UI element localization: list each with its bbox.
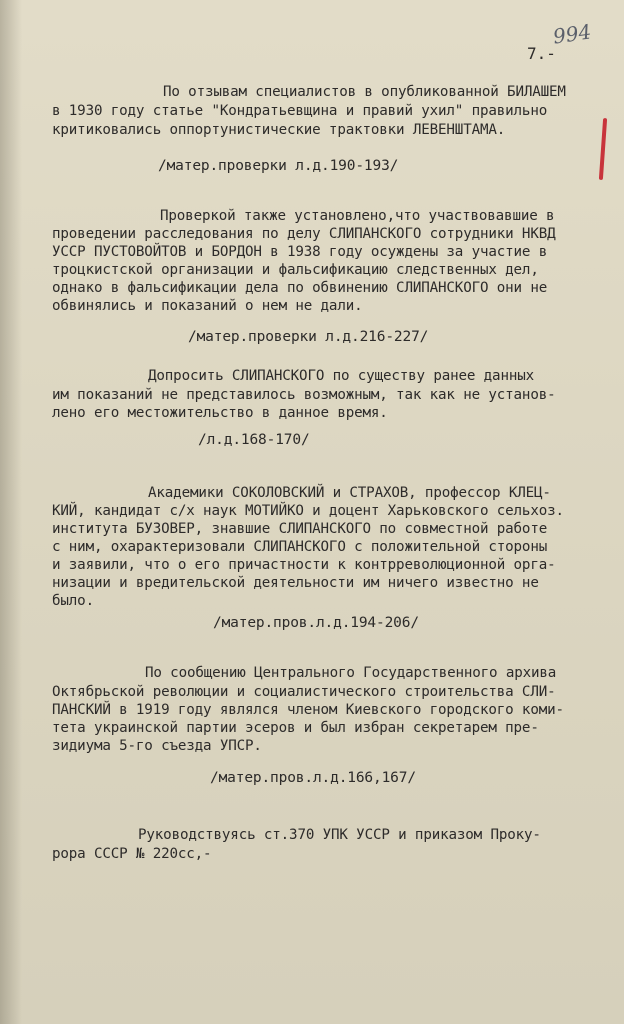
page-number: 7.-	[527, 44, 556, 63]
paragraph-3-line-1: Допросить СЛИПАНСКОГО по существу ранее данных	[148, 368, 535, 384]
paragraph-3-reference: /л.д.168-170/	[198, 432, 310, 448]
handwritten-sheet-number: 994	[551, 19, 593, 49]
paragraph-2-line-5: однако в фальсификации дела по обвинению СЛИПАНСКОГО они не	[52, 280, 548, 296]
paragraph-5-line-4: тета украинской партии эсеров и был избран секретарем пре-	[52, 720, 539, 736]
paragraph-4-line-3: института БУЗОВЕР, знавшие СЛИПАНСКОГО по совместной работе	[52, 521, 548, 537]
paragraph-1-line-3: критиковались оппортунистические трактовки ЛЕВЕНШТАМА.	[52, 122, 506, 138]
paragraph-1-reference: /матер.проверки л.д.190-193/	[158, 158, 399, 174]
red-margin-mark	[599, 118, 607, 180]
page-edge-shadow	[0, 0, 22, 1024]
paragraph-1-line-1: По отзывам специалистов в опубликованной БИЛАШЕМ	[163, 84, 566, 100]
paragraph-2-line-2: проведении расследования по делу СЛИПАНСКОГО сотрудники НКВД	[52, 226, 556, 242]
paragraph-4-line-4: с ним, охарактеризовали СЛИПАНСКОГО с положительной стороны	[52, 539, 548, 555]
paragraph-3-line-3: лено его местожительство в данное время.	[52, 405, 388, 421]
paragraph-4-line-7: было.	[52, 593, 94, 609]
paragraph-5-line-3: ПАНСКИЙ в 1919 году являлся членом Киевского городского коми-	[52, 702, 564, 718]
paragraph-3-line-2: им показаний не представилось возможным, так как не установ-	[52, 387, 556, 403]
paragraph-5-line-2: Октябрьской революции и социалистического строительства СЛИ-	[52, 684, 556, 700]
paragraph-4-line-1: Академики СОКОЛОВСКИЙ и СТРАХОВ, профессор КЛЕЦ-	[148, 485, 551, 501]
paragraph-4-reference: /матер.пров.л.д.194-206/	[213, 615, 419, 631]
paragraph-2-line-3: УССР ПУСТОВОЙТОВ и БОРДОН в 1938 году осуждены за участие в	[52, 244, 548, 260]
paragraph-5-reference: /матер.пров.л.д.166,167/	[210, 770, 416, 786]
paragraph-4-line-5: и заявили, что о его причастности к контрреволюционной орга-	[52, 557, 556, 573]
paragraph-2-reference: /матер.проверки л.д.216-227/	[188, 329, 429, 345]
paragraph-6-line-1: Руководствуясь ст.370 УПК УССР и приказом Проку-	[138, 827, 541, 843]
paragraph-6-line-2: рора СССР № 220сс,-	[52, 846, 212, 862]
paragraph-2-line-4: троцкистской организации и фальсификацию следственных дел,	[52, 262, 539, 278]
paragraph-1-line-2: в 1930 году статье "Кондратьевщина и правий ухил" правильно	[52, 103, 548, 119]
paragraph-5-line-5: зидиума 5-го съезда УПСР.	[52, 738, 262, 754]
paragraph-5-line-1: По сообщению Центрального Государственного архива	[145, 665, 557, 681]
paragraph-2-line-1: Проверкой также установлено,что участвовавшие в	[160, 208, 555, 224]
paragraph-4-line-2: КИЙ, кандидат с/х наук МОТИЙКО и доцент Харьковского сельхоз.	[52, 503, 564, 519]
paragraph-2-line-6: обвинялись и показаний о нем не дали.	[52, 298, 363, 314]
paragraph-4-line-6: низации и вредительской деятельности им ничего известно не	[52, 575, 539, 591]
